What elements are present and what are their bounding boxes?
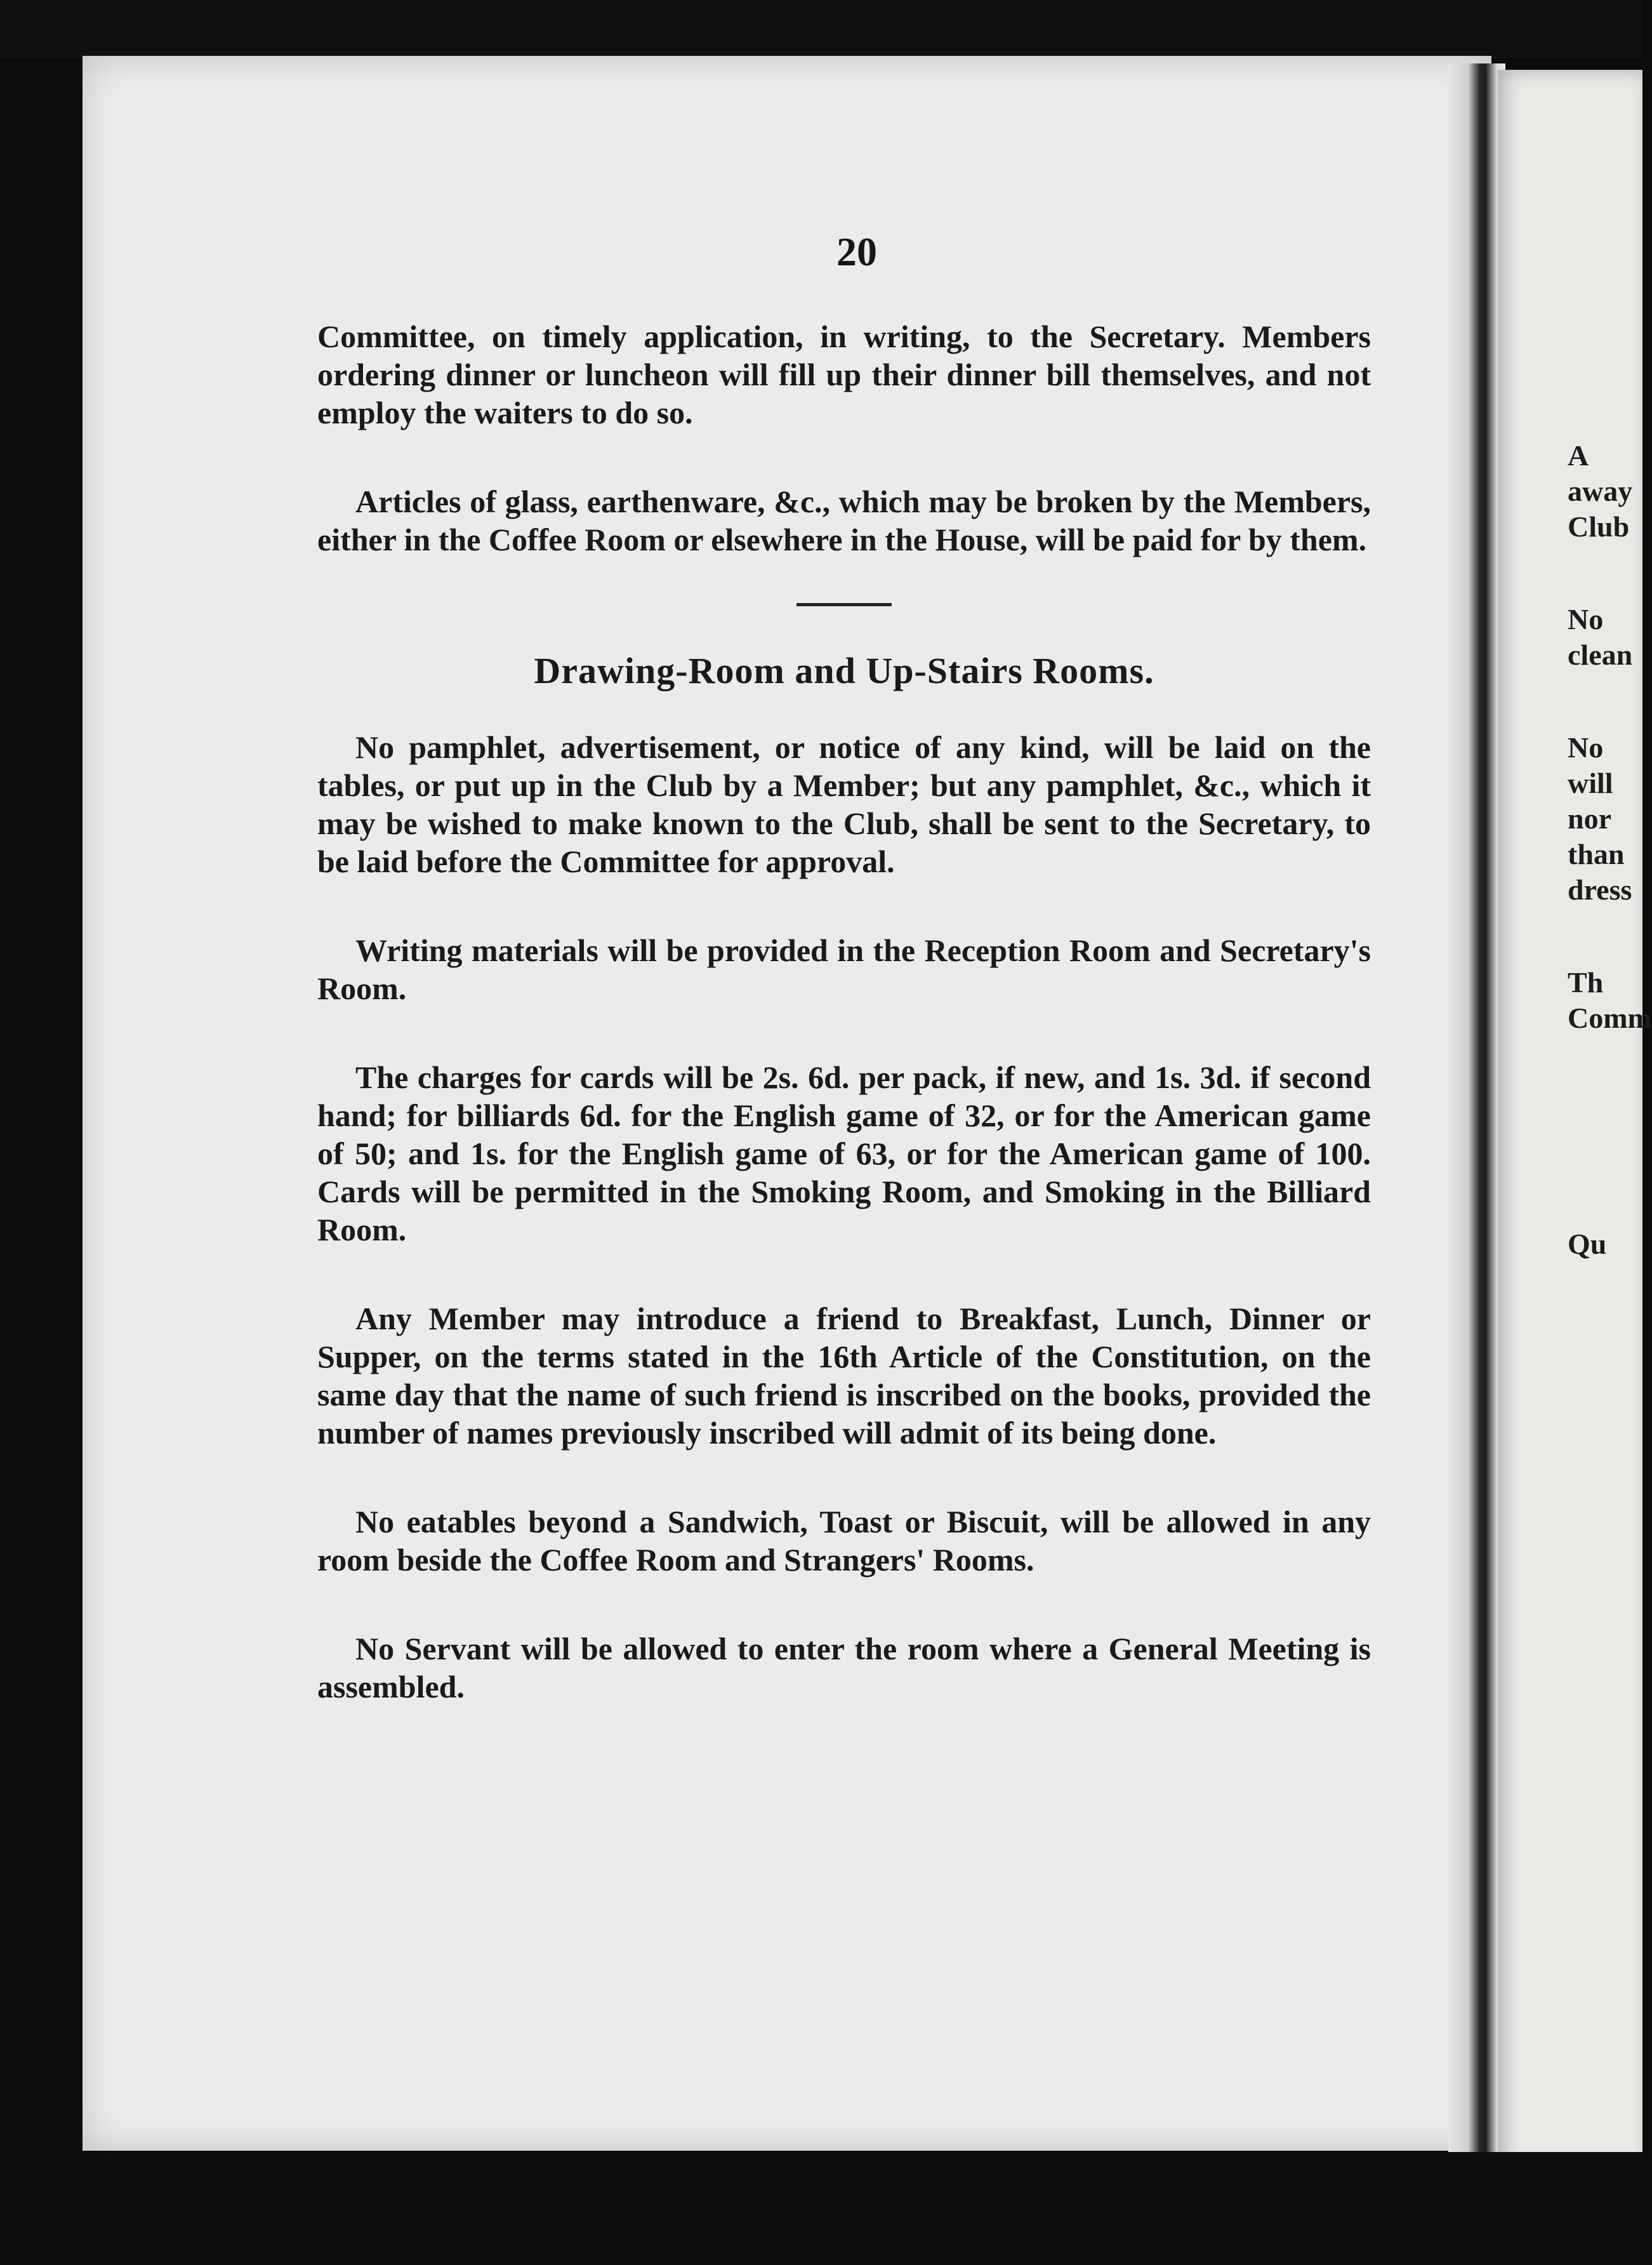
- page-body: [317, 317, 1371, 1706]
- facing-line: clean: [1568, 639, 1633, 671]
- facing-line: Th: [1568, 966, 1604, 999]
- facing-line: dress: [1568, 873, 1632, 906]
- paragraph-writing-materials: Writing materials will be provided in the Reception Room and Secretary's Room.: [317, 933, 1371, 1006]
- facing-line: No: [1568, 731, 1604, 764]
- facing-line: will: [1568, 767, 1613, 799]
- facing-line: nor: [1568, 802, 1611, 835]
- page-number: 20: [836, 229, 877, 274]
- book-gutter: [1448, 63, 1505, 2165]
- facing-line: away: [1568, 475, 1633, 507]
- paragraph-glass: Articles of glass, earthenware, &c., which may be broken by the Members, either in the Coffee Room or elsewhere in the House, will be paid for by them.: [317, 484, 1371, 557]
- facing-line: No: [1568, 603, 1604, 635]
- facing-line: Qu: [1568, 1228, 1607, 1260]
- paragraph-introduce-friend: Any Member may introduce a friend to Breakfast, Lunch, Dinner or Supper, on the terms stated in the 16th Article of the Constitution, on the same day that the name of such friend is inscribed on the books, provided the number of names previously inscribed will admit of its being done.: [317, 1301, 1371, 1451]
- facing-line: Club: [1568, 510, 1630, 543]
- section-heading: Drawing-Room and Up-Stairs Rooms.: [534, 650, 1154, 691]
- opening-paragraph: Committee, on timely application, in writing, to the Secretary. Members ordering dinner or luncheon will fill up their dinner bill themselves, and not employ the waiters to do so.: [317, 319, 1371, 430]
- facing-line: A: [1568, 439, 1589, 472]
- facing-line: than: [1568, 838, 1625, 870]
- scan-border-top: [0, 0, 1642, 58]
- section-divider: [796, 603, 892, 606]
- scan-border-bottom: [0, 2152, 1642, 2265]
- paragraph-servants: No Servant will be allowed to enter the room where a General Meeting is assembled.: [317, 1631, 1371, 1704]
- facing-line: Comm: [1568, 1002, 1652, 1034]
- facing-page-text: [1568, 438, 1652, 1262]
- paragraph-eatables: No eatables beyond a Sandwich, Toast or Biscuit, will be allowed in any room beside the Coffee Room and Strangers' Rooms.: [317, 1504, 1371, 1578]
- paragraph-pamphlets: No pamphlet, advertisement, or notice of any kind, will be laid on the tables, or put up in the Club by a Member; but any pamphlet, &c., which it may be wished to make known to the Club, shall be sent to the Secretary, to be laid before the Committee for approval.: [317, 729, 1371, 879]
- paragraph-card-charges: The charges for cards will be 2s. 6d. per pack, if new, and 1s. 3d. if second hand; for billiards 6d. for the English game of 32, or for the American game of 50; and 1s. for the English game of 63, or for the American game of 100. Cards will be permitted in the Smoking Room, and Smoking in the Billiard Room.: [317, 1059, 1371, 1247]
